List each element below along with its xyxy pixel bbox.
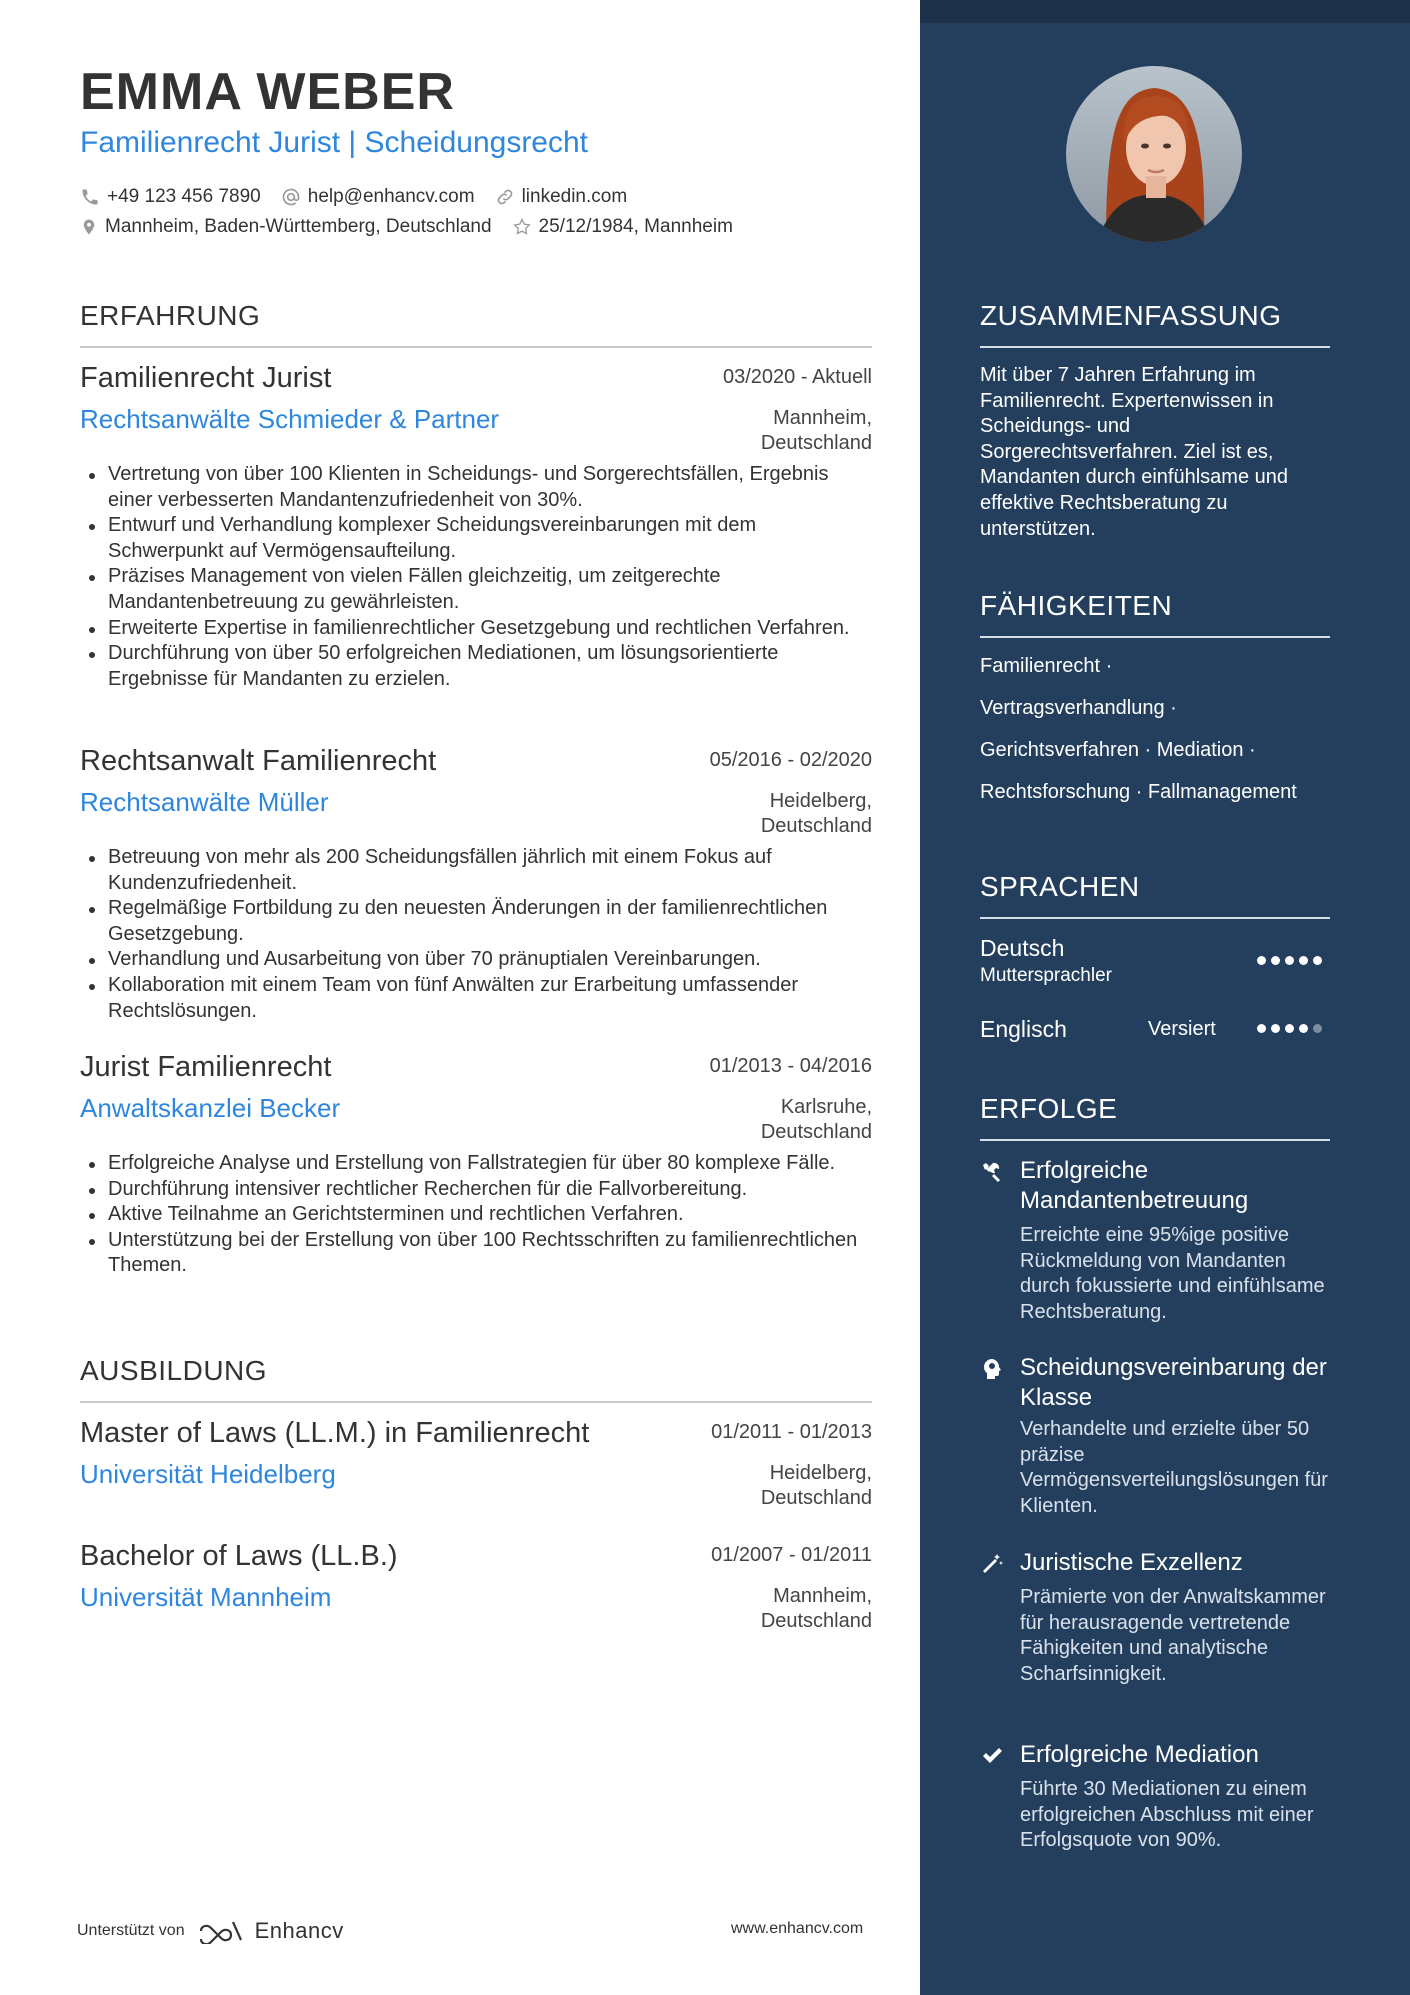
contact-phone[interactable] [80,186,261,208]
proficiency-dot [1271,1024,1280,1033]
job-bullet: Erweiterte Expertise in familienrechtlicher Gesetzgebung und rechtlichen Verfahren. [80,616,872,642]
education-divider [80,1401,872,1403]
school-location-city: Heidelberg, [769,1462,872,1484]
job-bullet: Kollaboration mit einem Team von fünf Anwälten zur Erarbeitung umfassender Rechtslösungen. [80,973,872,1024]
job-bullets [80,1151,872,1279]
candidate-headline: Familienrecht Jurist | Scheidungsrecht [80,126,589,159]
job-bullet: Durchführung intensiver rechtlicher Recherchen für die Fallvorbereitung. [80,1177,872,1203]
proficiency-dot [1299,1024,1308,1033]
school-name[interactable]: Universität Mannheim [80,1582,332,1612]
job-date: 05/2016 - 02/2020 [709,749,872,771]
job-bullet: Unterstützung bei der Erstellung von über 100 Rechtsschriften zu familienrechtlichen Themen. [80,1228,872,1279]
contact-location [80,216,492,238]
skill-line: Rechtsforschung · Fallmanagement [980,781,1297,803]
job-location [672,406,872,456]
job-location-city: Heidelberg, [769,790,872,812]
enhancv-logo-icon [197,1918,245,1944]
achievement-title: Erfolgreiche Mediation [1020,1741,1259,1768]
summary-text: Mit über 7 Jahren Erfahrung im Familienrecht. Expertenwissen in Scheidungs- und Sorgerechtsverfahren. Ziel ist es, Mandanten durch einfühlsame und effektive Rechtsberatung zu unterstützen. [980,364,1288,540]
skills-divider [980,636,1330,638]
language-proficiency-dots [1257,1024,1327,1033]
phone-text: +49 123 456 7890 [107,186,261,207]
at-icon [281,187,301,207]
job-bullets [80,845,872,1024]
job-location-country: Deutschland [760,815,872,837]
job-location [672,789,872,839]
experience-section-title: ERFAHRUNG [80,300,261,331]
tools-icon [980,1160,1004,1184]
job-date: 03/2020 - Aktuell [723,366,872,388]
achievement-desc: Erreichte eine 95%ige positive Rückmeldung von Mandanten durch fokussierte und einfühlsame Rechtsberatung. [1020,1224,1325,1323]
school-location-city: Mannheim, [773,1585,872,1607]
proficiency-dot [1313,1024,1322,1033]
job-location-country: Deutschland [760,1121,872,1143]
job-title: Jurist Familienrecht [80,1051,332,1083]
footer-powered-text: Unterstützt von [77,1922,185,1939]
linkedin-text: linkedin.com [521,186,628,207]
achievements-divider [980,1139,1330,1141]
head-icon [980,1357,1004,1381]
skills-section-title: FÄHIGKEITEN [980,590,1173,621]
education-section-title: AUSBILDUNG [80,1355,268,1386]
profile-photo [1066,66,1242,242]
achievement-desc: Führte 30 Mediationen zu einem erfolgreichen Abschluss mit einer Erfolgsquote von 90%. [1020,1778,1314,1852]
job-title: Familienrecht Jurist [80,362,332,394]
job-company[interactable]: Anwaltskanzlei Becker [80,1093,341,1123]
proficiency-dot [1299,956,1308,965]
skill-line: Vertragsverhandlung · [980,697,1177,719]
job-location [672,1095,872,1145]
school-location-country: Deutschland [760,1487,872,1509]
achievement-title: Scheidungsvereinbarung der Klasse [1020,1354,1327,1411]
job-bullet: Präzises Management von vielen Fällen gleichzeitig, um zeitgerechte Mandantenbetreuung zu gewährleisten. [80,564,872,615]
languages-section-title: SPRACHEN [980,871,1140,902]
language-proficiency-dots [1257,956,1327,965]
contact-email[interactable] [281,186,475,208]
job-company[interactable]: Rechtsanwälte Müller [80,787,329,817]
achievement-desc: Prämierte von der Anwaltskammer für herausragende vertretende Fähigkeiten und analytische Scharfsinnigkeit. [1020,1586,1326,1685]
email-text: help@enhancv.com [307,186,475,207]
experience-divider [80,346,872,348]
contact-birth [512,216,733,238]
star-icon [512,217,532,237]
job-location-city: Mannheim, [773,407,872,429]
degree-date: 01/2011 - 01/2013 [711,1421,872,1443]
degree-date: 01/2007 - 01/2011 [711,1544,872,1566]
achievement-desc: Verhandelte und erzielte über 50 präzise Vermögensverteilungslösungen für Klienten. [1020,1418,1328,1517]
school-name[interactable]: Universität Heidelberg [80,1459,336,1489]
job-bullets [80,462,872,692]
language-name: Englisch [980,1016,1067,1042]
job-bullet: Entwurf und Verhandlung komplexer Scheidungsvereinbarungen mit dem Schwerpunkt auf Vermögensaufteilung. [80,513,872,564]
footer-brand: Enhancv [254,1918,344,1943]
job-location-country: Deutschland [760,432,872,454]
job-title: Rechtsanwalt Familienrecht [80,745,437,777]
job-bullet: Betreuung von mehr als 200 Scheidungsfällen jährlich mit einem Fokus auf Kundenzufriedenheit. [80,845,872,896]
achievement-title: Juristische Exzellenz [1020,1549,1243,1576]
job-bullet: Erfolgreiche Analyse und Erstellung von Fallstrategien für über 80 komplexe Fälle. [80,1151,872,1177]
language-level: Muttersprachler [980,965,1112,986]
check-icon [980,1744,1004,1768]
location-pin-icon [80,217,98,237]
proficiency-dot [1285,956,1294,965]
summary-divider [980,346,1330,348]
proficiency-dot [1271,956,1280,965]
degree-title: Bachelor of Laws (LL.B.) [80,1540,398,1572]
candidate-name: EMMA WEBER [80,63,455,121]
phone-icon [80,187,100,207]
job-location-city: Karlsruhe, [780,1096,872,1118]
job-bullet: Aktive Teilnahme an Gerichtsterminen und rechtlichen Verfahren. [80,1202,872,1228]
job-bullet: Durchführung von über 50 erfolgreichen Mediationen, um lösungsorientierte Ergebnisse für Mandanten zu erzielen. [80,641,872,692]
footer-powered-by[interactable] [77,1918,344,1944]
link-icon [495,187,515,207]
job-company[interactable]: Rechtsanwälte Schmieder & Partner [80,404,500,434]
contact-linkedin[interactable] [495,186,628,208]
school-location-country: Deutschland [760,1610,872,1632]
proficiency-dot [1257,1024,1266,1033]
birth-text: 25/12/1984, Mannheim [538,216,733,237]
language-level: Versiert [1148,1018,1216,1040]
job-bullet: Regelmäßige Fortbildung zu den neuesten Änderungen in der familienrechtlichen Gesetzgebung. [80,896,872,947]
achievement-title: Erfolgreiche Mandantenbetreuung [1020,1157,1249,1214]
location-text: Mannheim, Baden-Württemberg, Deutschland [105,216,492,237]
contact-info [80,182,753,242]
skill-line: Gerichtsverfahren · Mediation · [980,739,1256,761]
job-date: 01/2013 - 04/2016 [709,1055,872,1077]
achievements-section-title: ERFOLGE [980,1093,1118,1124]
job-bullet: Vertretung von über 100 Klienten in Scheidungs- und Sorgerechtsfällen, Ergebnis einer verbesserten Mandantenzufriedenheit von 30%. [80,462,872,513]
sidebar-top-bar [920,0,1410,23]
footer-url[interactable]: www.enhancv.com [731,1920,864,1937]
languages-divider [980,917,1330,919]
skill-line: Familienrecht · [980,655,1113,677]
school-location [672,1461,872,1511]
school-location [672,1584,872,1634]
proficiency-dot [1313,956,1322,965]
language-name: Deutsch [980,935,1065,961]
magic-wand-icon [980,1552,1004,1576]
job-bullet: Verhandlung und Ausarbeitung von über 70 pränuptialen Vereinbarungen. [80,947,872,973]
proficiency-dot [1257,956,1266,965]
summary-section-title: ZUSAMMENFASSUNG [980,300,1282,331]
proficiency-dot [1285,1024,1294,1033]
degree-title: Master of Laws (LL.M.) in Familienrecht [80,1417,590,1449]
